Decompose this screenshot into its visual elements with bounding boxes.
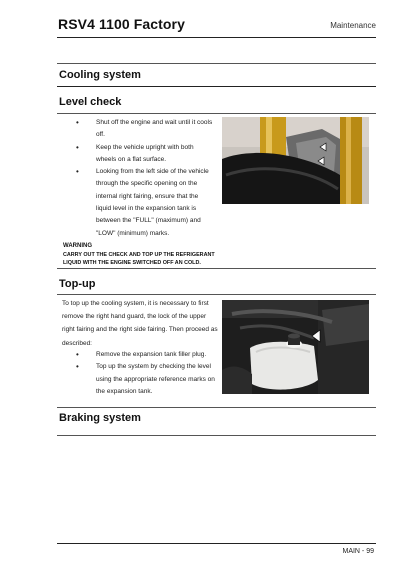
warning-text: CARRY OUT THE CHECK AND TOP UP THE REFRIGERANT LIQUID WITH THE ENGINE SWITCHED OFF AN COLD. [63, 252, 215, 266]
rule [57, 294, 376, 295]
page-number: MAIN - 99 [342, 548, 374, 555]
list-item: • Top up the system by checking the level using the appropriate reference marks on the expansion tank. [64, 361, 219, 398]
list-item: • Keep the vehicle upright with both wheels on a flat surface. [64, 142, 214, 167]
rule [57, 63, 376, 64]
rule [57, 435, 376, 436]
rule [57, 407, 376, 408]
braking-system-heading: Braking system [59, 412, 141, 424]
top-up-intro: To top up the cooling system, it is necessary to first remove the right hand guard, the lock of the upper right fairing and the right side fairing. Then proceed as described: [62, 300, 218, 347]
rule [57, 86, 376, 87]
level-check-heading: Level check [59, 96, 122, 108]
list-item: • Remove the expansion tank filler plug. [64, 349, 219, 361]
list-item: • Looking from the left side of the vehicle through the specific opening on the internal right fairing, ensure that the liquid level in the expansion tank is between the "FULL" (maximum) and "LOW" (minimum) marks. [64, 166, 214, 240]
top-up-heading: Top-up [59, 278, 96, 290]
cooling-system-heading: Cooling system [59, 69, 141, 81]
list-item: • Shut off the engine and wait until it cools off. [64, 117, 214, 142]
top-up-steps [64, 349, 219, 398]
rule [57, 113, 376, 114]
warning-label: WARNING [63, 243, 92, 249]
level-check-steps [64, 117, 214, 240]
document-title: RSV4 1100 Factory [58, 16, 185, 32]
level-check-photo [222, 117, 369, 204]
header-rule [57, 37, 376, 38]
section-name: Maintenance [330, 21, 376, 30]
rule [57, 268, 376, 269]
footer-rule [57, 543, 376, 544]
top-up-photo [222, 300, 369, 394]
